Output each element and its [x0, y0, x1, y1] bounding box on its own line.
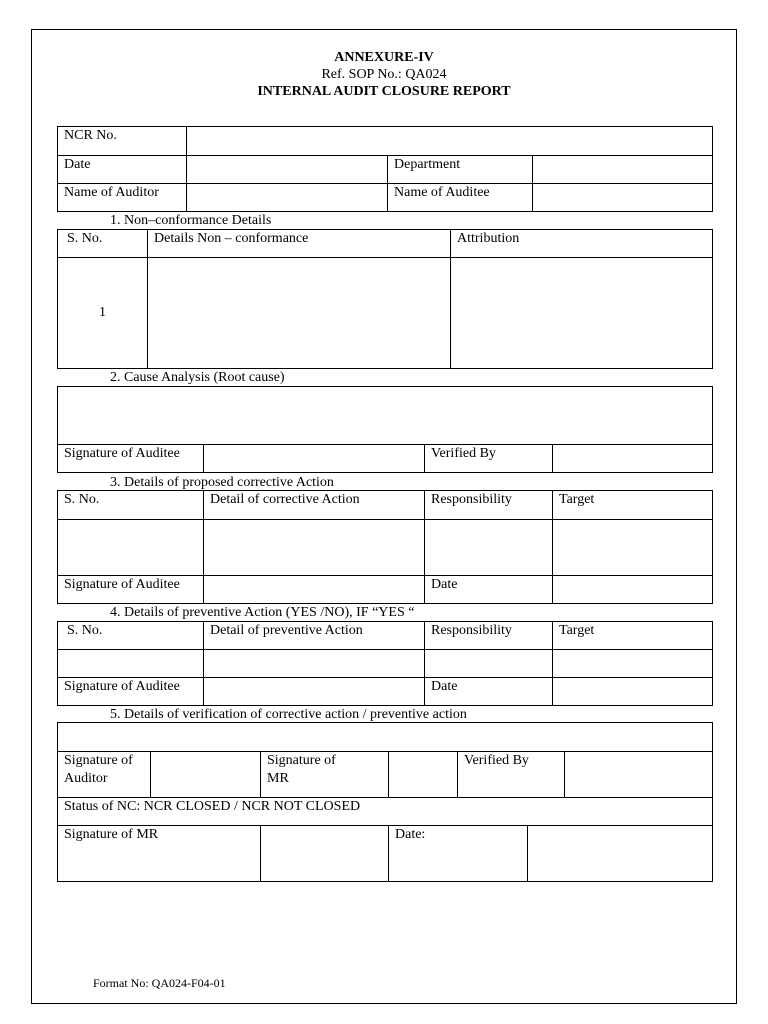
- preventive-action-table: [57, 621, 713, 706]
- ca-sno-field[interactable]: [58, 520, 204, 576]
- ca-date-label: Date: [425, 576, 553, 604]
- nc-sno-header: S. No.: [58, 230, 148, 258]
- nonconformance-table: [57, 229, 713, 369]
- ca-auditee-signature-label: Signature of Auditee: [58, 576, 204, 604]
- pa-sno-header: S. No.: [58, 622, 204, 650]
- mr-final-signature-label: Signature of MR: [58, 826, 261, 882]
- auditor-name-field[interactable]: [187, 184, 388, 212]
- verified-by-field[interactable]: [553, 445, 713, 473]
- auditor-signature-label: Signature of Auditor: [58, 752, 151, 798]
- verification-verified-by-field[interactable]: [565, 752, 713, 798]
- auditee-signature-field[interactable]: [204, 445, 425, 473]
- report-title: INTERNAL AUDIT CLOSURE REPORT: [257, 84, 511, 99]
- ca-target-field[interactable]: [553, 520, 713, 576]
- pa-date-field[interactable]: [553, 678, 713, 706]
- section5-heading: 5. Details of verification of corrective action / preventive action: [110, 707, 467, 722]
- verification-verified-by-label: Verified By: [458, 752, 565, 798]
- ncr-no-field[interactable]: [187, 127, 713, 156]
- ca-responsibility-field[interactable]: [425, 520, 553, 576]
- ncr-no-label: NCR No.: [58, 127, 187, 156]
- pa-responsibility-header: Responsibility: [425, 622, 553, 650]
- auditee-signature-label: Signature of Auditee: [58, 445, 204, 473]
- section2-heading: 2. Cause Analysis (Root cause): [110, 370, 285, 385]
- nc-details-header: Details Non – conformance: [148, 230, 451, 258]
- section4-heading: 4. Details of preventive Action (YES /NO), IF “YES “: [110, 605, 415, 620]
- root-cause-field[interactable]: [58, 387, 713, 445]
- pa-target-field[interactable]: [553, 650, 713, 678]
- pa-responsibility-field[interactable]: [425, 650, 553, 678]
- auditor-signature-field[interactable]: [151, 752, 261, 798]
- mr-signature-field[interactable]: [389, 752, 458, 798]
- ca-detail-header: Detail of corrective Action: [204, 491, 425, 520]
- info-table: [57, 126, 713, 212]
- auditee-name-label: Name of Auditee: [388, 184, 533, 212]
- nc-status-line: Status of NC: NCR CLOSED / NCR NOT CLOSED: [58, 798, 713, 826]
- cause-analysis-table: [57, 386, 713, 473]
- nc-details-field[interactable]: [148, 258, 451, 369]
- final-date-field[interactable]: [528, 826, 713, 882]
- date-field[interactable]: [187, 156, 388, 184]
- mr-final-signature-field[interactable]: [261, 826, 389, 882]
- pa-detail-header: Detail of preventive Action: [204, 622, 425, 650]
- nc-attribution-header: Attribution: [451, 230, 713, 258]
- nc-row-number: 1: [58, 258, 148, 369]
- ca-auditee-signature-field[interactable]: [204, 576, 425, 604]
- ca-date-field[interactable]: [553, 576, 713, 604]
- auditee-name-field[interactable]: [533, 184, 713, 212]
- auditor-name-label: Name of Auditor: [58, 184, 187, 212]
- annexure-title: ANNEXURE-IV: [334, 50, 434, 65]
- date-label: Date: [58, 156, 187, 184]
- pa-detail-field[interactable]: [204, 650, 425, 678]
- department-label: Department: [388, 156, 533, 184]
- nc-attribution-field[interactable]: [451, 258, 713, 369]
- ca-responsibility-header: Responsibility: [425, 491, 553, 520]
- verified-by-label: Verified By: [425, 445, 553, 473]
- section3-heading: 3. Details of proposed corrective Action: [110, 475, 334, 490]
- corrective-action-table: [57, 490, 713, 604]
- ca-target-header: Target: [553, 491, 713, 520]
- pa-target-header: Target: [553, 622, 713, 650]
- ca-sno-header: S. No.: [58, 491, 204, 520]
- mr-signature-label: Signature of MR: [261, 752, 389, 798]
- pa-auditee-signature-field[interactable]: [204, 678, 425, 706]
- ca-detail-field[interactable]: [204, 520, 425, 576]
- verification-details-field[interactable]: [58, 723, 713, 752]
- sop-reference: Ref. SOP No.: QA024: [321, 67, 447, 82]
- section1-heading: 1. Non–conformance Details: [110, 213, 272, 228]
- department-field[interactable]: [533, 156, 713, 184]
- format-number: Format No: QA024-F04-01: [93, 976, 226, 990]
- verification-table: [57, 722, 713, 882]
- final-date-label: Date:: [389, 826, 528, 882]
- pa-sno-field[interactable]: [58, 650, 204, 678]
- pa-auditee-signature-label: Signature of Auditee: [58, 678, 204, 706]
- pa-date-label: Date: [425, 678, 553, 706]
